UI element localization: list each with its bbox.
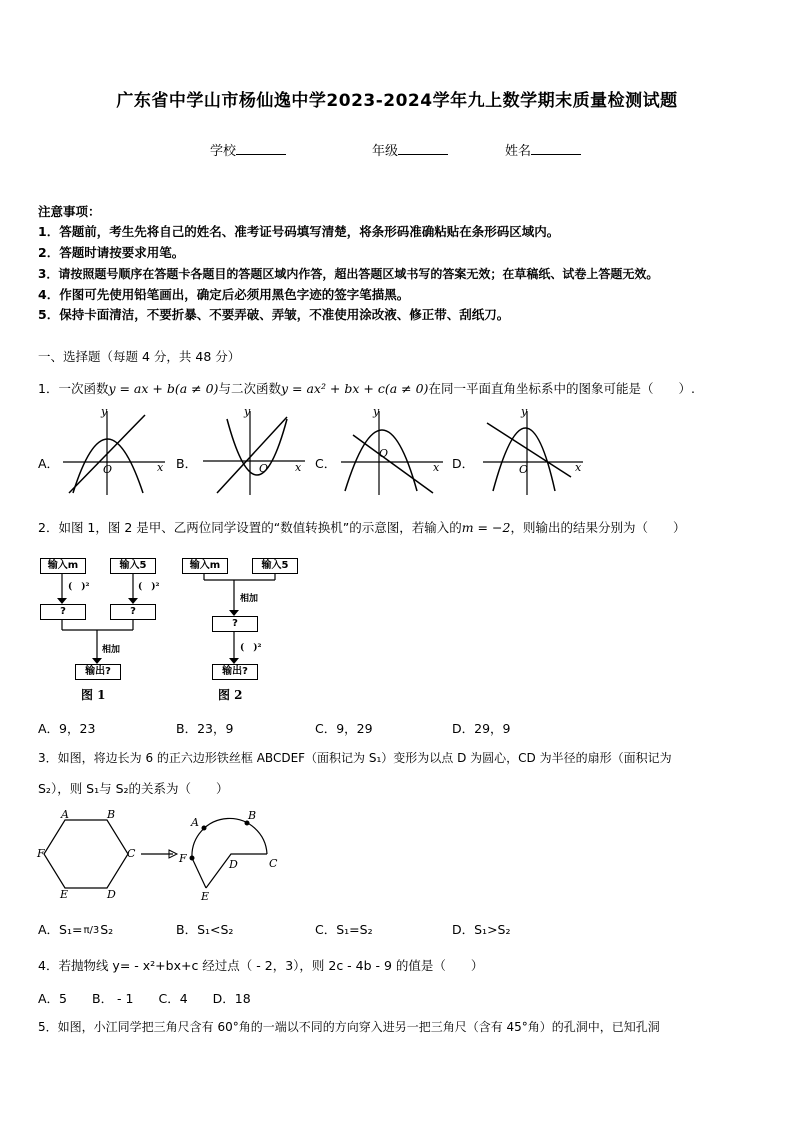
- school-blank: [236, 142, 286, 155]
- origin-label: O: [519, 463, 529, 476]
- flow2-square-op: ( )²: [240, 643, 262, 653]
- flow2-result: ?: [212, 616, 258, 632]
- q3-option-b[interactable]: B．S₁<S₂: [176, 922, 234, 937]
- q1-graph-b: [195, 405, 310, 497]
- notice-item: 1．答题前，考生先将自己的姓名、准考证号码填写清楚，将条形码准确粘贴在条形码区域内。: [38, 224, 560, 239]
- sector-label-c: C: [269, 857, 278, 870]
- question-3-line-2: S₂），则 S₁与 S₂的关系为（ ）: [38, 781, 229, 796]
- page-title: 广东省中学山市杨仙逸中学2023-2024学年九上数学期末质量检测试题: [116, 91, 678, 111]
- flow2-add-label: 相加: [240, 594, 259, 604]
- sector-label-f: F: [179, 852, 187, 865]
- q2-text-b: ，则输出的结果分别为（ ）: [510, 520, 686, 535]
- q2-text-a: 2．如图 1，图 2 是甲、乙两位同学设置的“数值转换机”的示意图，若输入的: [38, 520, 462, 535]
- q2-input-value: m = −2: [461, 520, 511, 535]
- origin-label: O: [379, 447, 389, 460]
- name-label: 姓名: [505, 144, 532, 159]
- origin-label: O: [103, 463, 113, 476]
- q1-option-b[interactable]: B．: [176, 456, 198, 471]
- q1-quadratic-formula: y = ax² + bx + c(a ≠ 0): [280, 381, 429, 396]
- q3-option-d[interactable]: D．S₁>S₂: [452, 922, 511, 937]
- label-f: F: [37, 847, 45, 860]
- notice-item: 2．答题时请按要求用笔。: [38, 245, 185, 260]
- flow2-input-5: 输入5: [252, 558, 298, 574]
- q1-option-c[interactable]: C．: [315, 456, 337, 471]
- question-1: [38, 381, 695, 397]
- q1-suffix: 在同一平面直角坐标系中的图象可能是（ ）.: [428, 381, 695, 396]
- q2-option-b[interactable]: B．23，9: [176, 721, 234, 736]
- flow-diagram-1: [38, 556, 168, 706]
- axis-x-label: x: [157, 461, 164, 474]
- grade-blank: [398, 142, 448, 155]
- q1-graph-d: [475, 405, 590, 497]
- grade-field[interactable]: [372, 140, 448, 159]
- label-d: D: [107, 888, 116, 901]
- q3-figure: [35, 806, 295, 908]
- q3-option-a[interactable]: [38, 920, 113, 938]
- flow2-caption: 图 2: [218, 688, 243, 702]
- flow2-input-m: 输入m: [182, 558, 228, 574]
- question-4: 4．若抛物线 y= - x²+bx+c 经过点（ - 2，3），则 2c - 4b - 9 的值是（ ）: [38, 958, 484, 973]
- question-5: 5．如图，小江同学把三角尺含有 60°角的一端以不同的方向穿入进另一把三角尺（含有 45°角）的孔洞中，已知孔洞: [38, 1020, 660, 1034]
- flow1-square-op-2: ( )²: [138, 582, 160, 592]
- sector-label-e: E: [201, 890, 210, 903]
- school-label: 学校: [210, 144, 237, 159]
- q3-fraction-value: π/3: [83, 925, 100, 936]
- flow1-result-1: ?: [40, 604, 86, 620]
- flow2-output: 输出?: [212, 664, 258, 680]
- q1-mid: 与二次函数: [218, 381, 281, 396]
- name-blank: [531, 142, 581, 155]
- axis-x-label: x: [575, 461, 582, 474]
- q3-option-a-left: A．S₁=: [38, 922, 83, 937]
- label-c: C: [127, 847, 136, 860]
- flow1-result-2: ?: [110, 604, 156, 620]
- q1-option-d[interactable]: D．: [452, 456, 475, 471]
- q1-graph-c: [335, 405, 450, 497]
- q2-option-a[interactable]: A．9，23: [38, 721, 96, 736]
- label-b: B: [107, 808, 116, 821]
- axis-y-label: y: [373, 405, 380, 418]
- flow1-caption: 图 1: [81, 688, 106, 702]
- notice-item: 4．作图可先使用铅笔画出，确定后必须用黑色字迹的签字笔描黑。: [38, 287, 410, 302]
- sector-label-b: B: [248, 809, 257, 822]
- q3-fraction: [83, 925, 99, 936]
- axis-x-label: x: [295, 461, 302, 474]
- name-field[interactable]: [505, 140, 581, 159]
- flow1-input-5: 输入5: [110, 558, 156, 574]
- q1-graph-a: [55, 405, 170, 497]
- q2-option-d[interactable]: D．29，9: [452, 721, 511, 736]
- sector-label-a: A: [191, 816, 199, 829]
- origin-label: O: [259, 462, 269, 475]
- grade-label: 年级: [372, 144, 399, 159]
- q3-option-a-right: S₂: [100, 922, 114, 937]
- flow1-square-op-1: ( )²: [68, 582, 90, 592]
- flow1-output: 输出?: [75, 664, 121, 680]
- notice-item: 3．请按照题号顺序在答题卡各题目的答题区域内作答，超出答题区域书写的答案无效；在草稿纸、试卷上答题无效。: [38, 267, 659, 281]
- q3-option-c[interactable]: C．S₁=S₂: [315, 922, 373, 937]
- axis-y-label: y: [521, 405, 528, 418]
- axis-y-label: y: [101, 405, 108, 418]
- label-a: A: [61, 808, 69, 821]
- axis-x-label: x: [433, 461, 440, 474]
- q1-linear-formula: y = ax + b(a ≠ 0): [108, 381, 219, 396]
- section-heading: 一、选择题（每题 4 分，共 48 分）: [38, 349, 241, 364]
- notice-heading: 注意事项：: [38, 204, 101, 219]
- label-e: E: [60, 888, 69, 901]
- flow1-input-m: 输入m: [40, 558, 86, 574]
- sector-label-d: D: [229, 858, 238, 871]
- axis-y-label: y: [244, 405, 251, 418]
- flow1-add-label: 相加: [102, 645, 121, 655]
- question-2: [38, 520, 685, 536]
- q1-prefix: 1．一次函数: [38, 381, 109, 396]
- school-field[interactable]: [210, 140, 286, 159]
- q4-options[interactable]: A．5 B． - 1 C．4 D．18: [38, 991, 251, 1006]
- notice-item: 5．保持卡面清洁，不要折暴、不要弄破、弄皱，不准使用涂改液、修正带、刮纸刀。: [38, 307, 510, 322]
- flow-diagram-2: [180, 556, 310, 706]
- q2-option-c[interactable]: C．9，29: [315, 721, 373, 736]
- question-3-line-1: 3．如图，将边长为 6 的正六边形铁丝框 ABCDEF（面积记为 S₁）变形为以点 D 为圆心，CD 为半径的扇形（面积记为: [38, 751, 672, 765]
- hexagon-shape: [44, 820, 128, 888]
- q1-option-a[interactable]: A．: [38, 456, 60, 471]
